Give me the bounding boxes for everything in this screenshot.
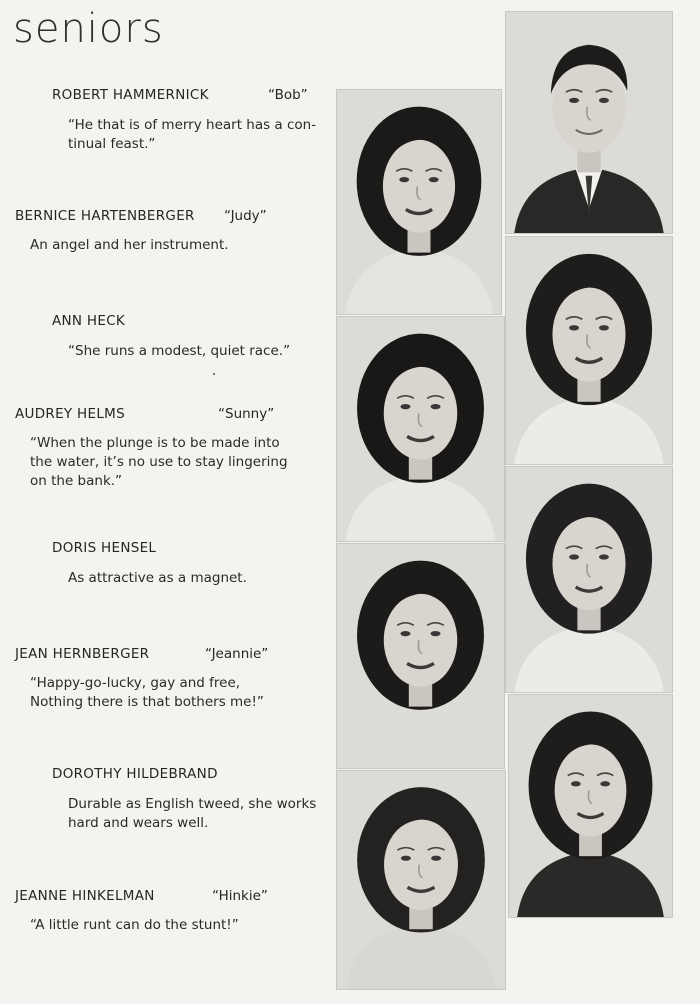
- portrait-illustration: [337, 544, 504, 768]
- senior-nickname: “Bob”: [268, 87, 308, 103]
- portrait-photo: [337, 90, 501, 314]
- senior-name: ROBERT HAMMERNICK: [52, 87, 209, 103]
- left-eye: [569, 325, 579, 330]
- face: [383, 140, 455, 233]
- portrait-illustration: [506, 12, 672, 233]
- portrait-illustration: [509, 695, 672, 917]
- senior-name: DOROTHY HILDEBRAND: [52, 766, 218, 782]
- right-eye: [599, 554, 609, 559]
- face: [555, 744, 627, 836]
- face: [552, 517, 625, 610]
- portrait-photo: [337, 317, 504, 541]
- senior-name: ANN HECK: [52, 313, 126, 329]
- left-eye: [400, 631, 410, 636]
- left-eye: [401, 856, 411, 861]
- senior-quote: As attractive as a magnet.: [68, 570, 247, 586]
- senior-quote: An angel and her instrument.: [30, 237, 229, 253]
- portrait-illustration: [337, 90, 501, 314]
- senior-nickname: “Sunny”: [218, 406, 275, 422]
- portrait-photo: [506, 237, 672, 464]
- portrait-photo: [506, 467, 672, 692]
- portrait-photo: [337, 771, 505, 989]
- face: [384, 367, 457, 460]
- senior-name: JEAN HERNBERGER: [15, 646, 150, 662]
- right-eye: [599, 325, 609, 330]
- senior-quote: “When the plunge is to be made into the water, it’s no use to stay lingering on the bank.”: [30, 435, 288, 489]
- left-eye: [569, 554, 579, 559]
- senior-nickname: “Jeannie”: [205, 646, 269, 662]
- portrait-photo: [506, 12, 672, 233]
- senior-name: DORIS HENSEL: [52, 540, 157, 556]
- senior-name: BERNICE HARTENBERGER: [15, 208, 195, 224]
- senior-quote: “She runs a modest, quiet race.”: [68, 343, 291, 359]
- right-eye: [431, 631, 441, 636]
- print-speck: [213, 373, 215, 375]
- senior-quote: “He that is of merry heart has a con- tinual feast.”: [68, 117, 317, 152]
- left-eye: [399, 177, 409, 182]
- right-eye: [429, 177, 439, 182]
- portrait-illustration: [506, 467, 672, 692]
- portrait-illustration: [337, 317, 504, 541]
- right-eye: [599, 98, 609, 103]
- face: [552, 287, 625, 381]
- portrait-photo: [509, 695, 672, 917]
- face: [384, 594, 457, 687]
- right-eye: [431, 856, 441, 861]
- portrait-illustration: [337, 771, 505, 989]
- left-eye: [569, 98, 579, 103]
- senior-quote: Durable as English tweed, she works hard and wears well.: [68, 796, 317, 831]
- face: [384, 819, 458, 909]
- portrait-photo: [337, 544, 504, 768]
- portrait-illustration: [506, 237, 672, 464]
- senior-name: JEANNE HINKELMAN: [15, 888, 155, 904]
- left-eye: [400, 404, 410, 409]
- senior-quote: “A little runt can do the stunt!”: [30, 917, 239, 933]
- left-eye: [571, 781, 581, 786]
- right-eye: [431, 404, 441, 409]
- right-eye: [600, 781, 610, 786]
- senior-quote: “Happy-go-lucky, gay and free, Nothing there is that bothers me!”: [30, 675, 264, 710]
- senior-nickname: “Hinkie”: [212, 888, 268, 904]
- page-title: seniors: [13, 6, 164, 52]
- senior-nickname: “Judy”: [224, 208, 267, 224]
- face: [552, 61, 625, 153]
- senior-name: AUDREY HELMS: [15, 406, 125, 422]
